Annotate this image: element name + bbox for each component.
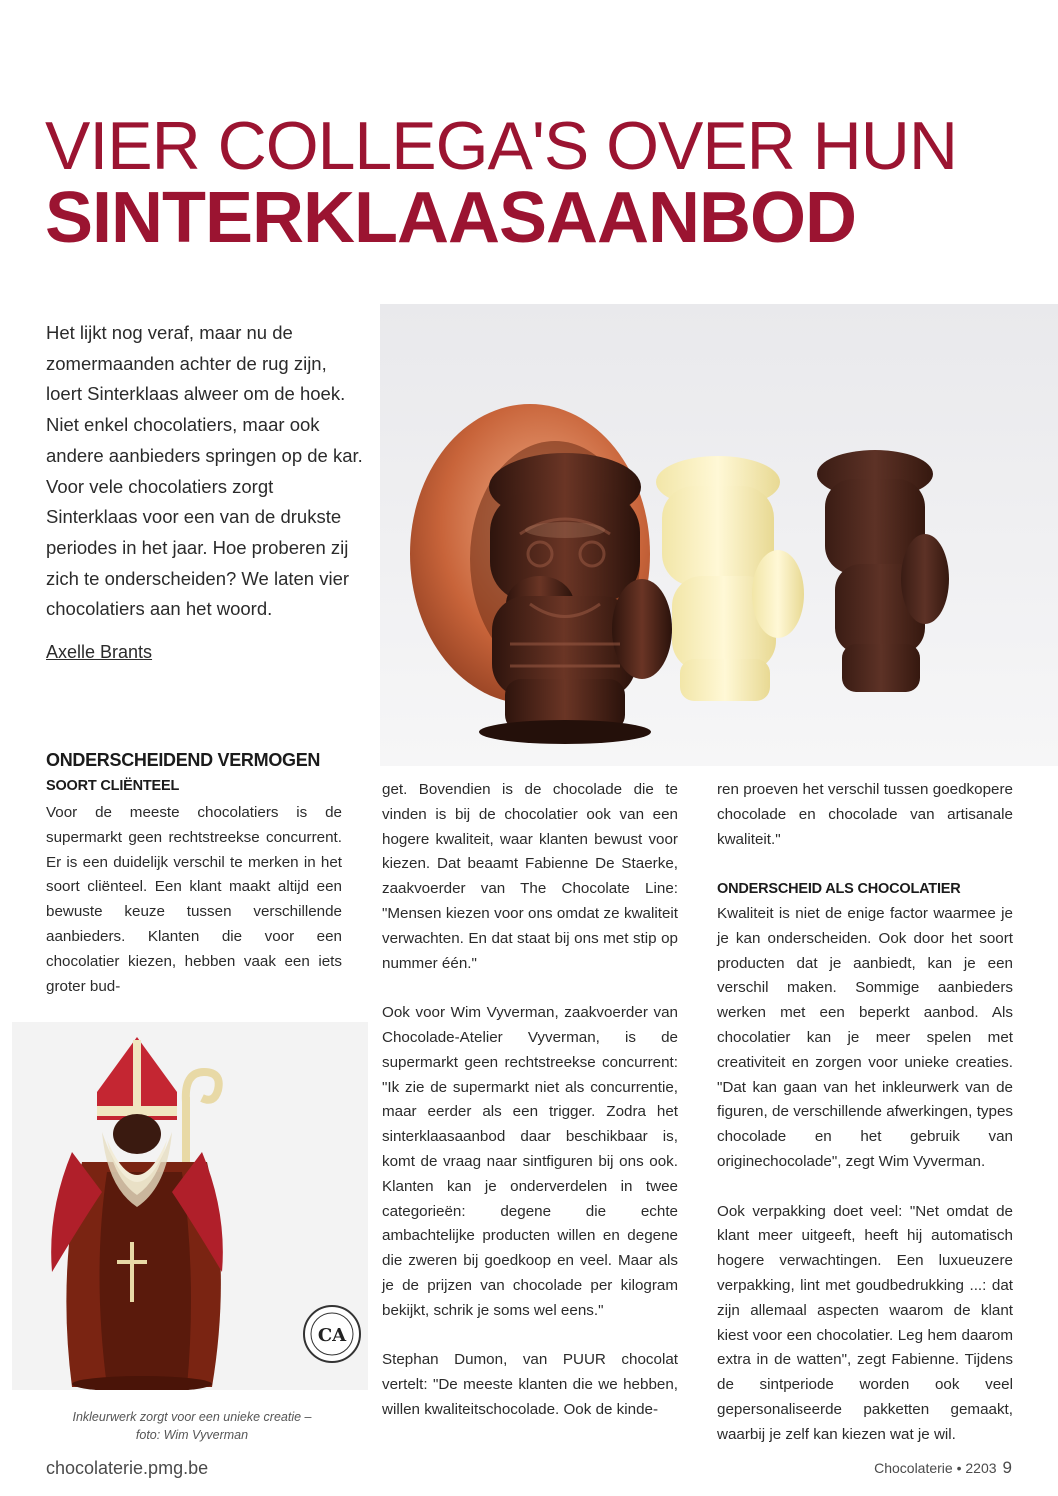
footer-issue	[874, 1458, 1012, 1478]
author-link[interactable]: Axelle Brants	[46, 642, 153, 662]
footer-website-link[interactable]: chocolaterie.pmg.be	[46, 1458, 209, 1478]
col3-paragraph-2: Kwaliteit is niet de enige factor waarmee je je kan onderscheiden. Ook door het soort producten dat je aanbiedt, kan je een verschil maken. Sommige aanbieders werken met een beperkt aanbod. Als chocolatier kan je meer spelen met creativiteit en zorgen voor unieke creaties. "Dat kan gaan van het inkleurwerk van de figuren, de verschillende afwerkingen, types chocolade en het gebruik van originechocolade", zegt Wim Vyverman.	[717, 904, 1013, 1170]
col3-paragraph-3: Ook verpakking doet veel: "Net omdat de klant meer uitgeeft, heeft hij automatisch hogere verwachtingen. Een luxueuzere verpakking, lint met goudbedrukking ...: dat zijn allemaal aspecten waarom de klant kiest voor een chocolatier. Leg hem daarom extra in de watten", zegt Fabienne. Tijdens de sintperiode worden ook veel gepersonaliseerde pakketten gemaakt, waarbij je zelf kan kiezen wat je wil.	[717, 1202, 1013, 1443]
hero-photo-illustration	[380, 304, 1058, 766]
caption-line-2: foto: Wim Vyverman	[135, 1428, 249, 1442]
intro-paragraph	[46, 318, 366, 625]
col2-paragraph-1: get. Bovendien is de chocolade die te vinden is bij de chocolatier ook van een hogere kwaliteit, waar klanten bewust voor kiezen. Dat beaamt Fabienne De Staerke, zaakvoerder van The Chocolate Line: "Mensen kiezen voor ons omdat ze kwaliteit verwachten. En dat staat bij ons met stip op nummer één."	[382, 781, 678, 972]
intro-text: Het lijkt nog veraf, maar nu de zomermaanden achter de rug zijn, loert Sinterklaas alweer om de hoek. Niet enkel chocolatiers, maar ook andere aanbieders springen op de kar. Voor vele chocolatiers zorgt Sinterklaas voor een van de drukste periodes in het jaar. Hoe proberen zij zich te onderscheiden? We laten vier chocolatiers aan het woord.	[46, 322, 363, 620]
col2-paragraph-2: Ook voor Wim Vyverman, zaakvoerder van Chocolade-Atelier Vyverman, is de supermarkt geen rechtstreekse concurrent: "Ik zie de supermarkt niet als concurrentie, maar eerder als een trigger. Zodra het sinterklaasaanbod daar beschikbaar is, komt de vraag naar sintfiguren bij ons ook. Klanten kan je onderverdelen in twee categorieën: degene die echte ambachtelijke producten willen en degene die zweren bij goedkoop en veel. Maar als je de prijzen van chocolade per kilogram bekijkt, schrik je soms wel eens."	[382, 1004, 678, 1319]
column-3	[717, 778, 1013, 1448]
hero-photo-chocolate-figures	[380, 304, 1058, 766]
column-2	[382, 778, 678, 1423]
col2-paragraph-3: Stephan Dumon, van PUUR chocolat vertelt: "De meeste klanten die we hebben, willen kwaliteitschocolade. Ook de kinde-	[382, 1351, 678, 1418]
photo-sinterklaas-figure	[12, 1022, 368, 1390]
subheading-onderscheid-als-chocolatier: ONDERSCHEID ALS CHOCOLATIER	[717, 881, 961, 898]
svg-text:CA: CA	[317, 1325, 347, 1346]
subheading-soort-clienteel: SOORT CLIËNTEEL	[46, 778, 180, 794]
col1-paragraph: Voor de meeste chocolatiers is de supermarkt geen rechtstreekse concurrent. Er is een duidelijk verschil te merken in het soort cliënteel. Een klant maakt altijd een bewuste keuze tussen verschillende aanbieders. Klanten die voor een chocolatier kiezen, hebben vaak een iets groter bud-	[46, 804, 342, 995]
col3-paragraph-1: ren proeven het verschil tussen goedkopere chocolade en chocolade van artisanale kwaliteit."	[717, 781, 1013, 848]
sinterklaas-illustration	[12, 1022, 368, 1390]
caption-line-1: Inkleurwerk zorgt voor een unieke creatie –	[72, 1410, 312, 1424]
footer-issue-label: Chocolaterie • 2203	[874, 1460, 997, 1476]
column-1	[46, 801, 342, 999]
page-number: 9	[1002, 1458, 1012, 1477]
page-title-line2: SINTERKLAASAANBOD	[45, 178, 856, 258]
photo-caption	[40, 1408, 344, 1444]
page-title-line1: VIER COLLEGA'S OVER HUN	[45, 108, 957, 184]
section-heading-onderscheidend-vermogen: ONDERSCHEIDEND VERMOGEN	[46, 750, 321, 770]
